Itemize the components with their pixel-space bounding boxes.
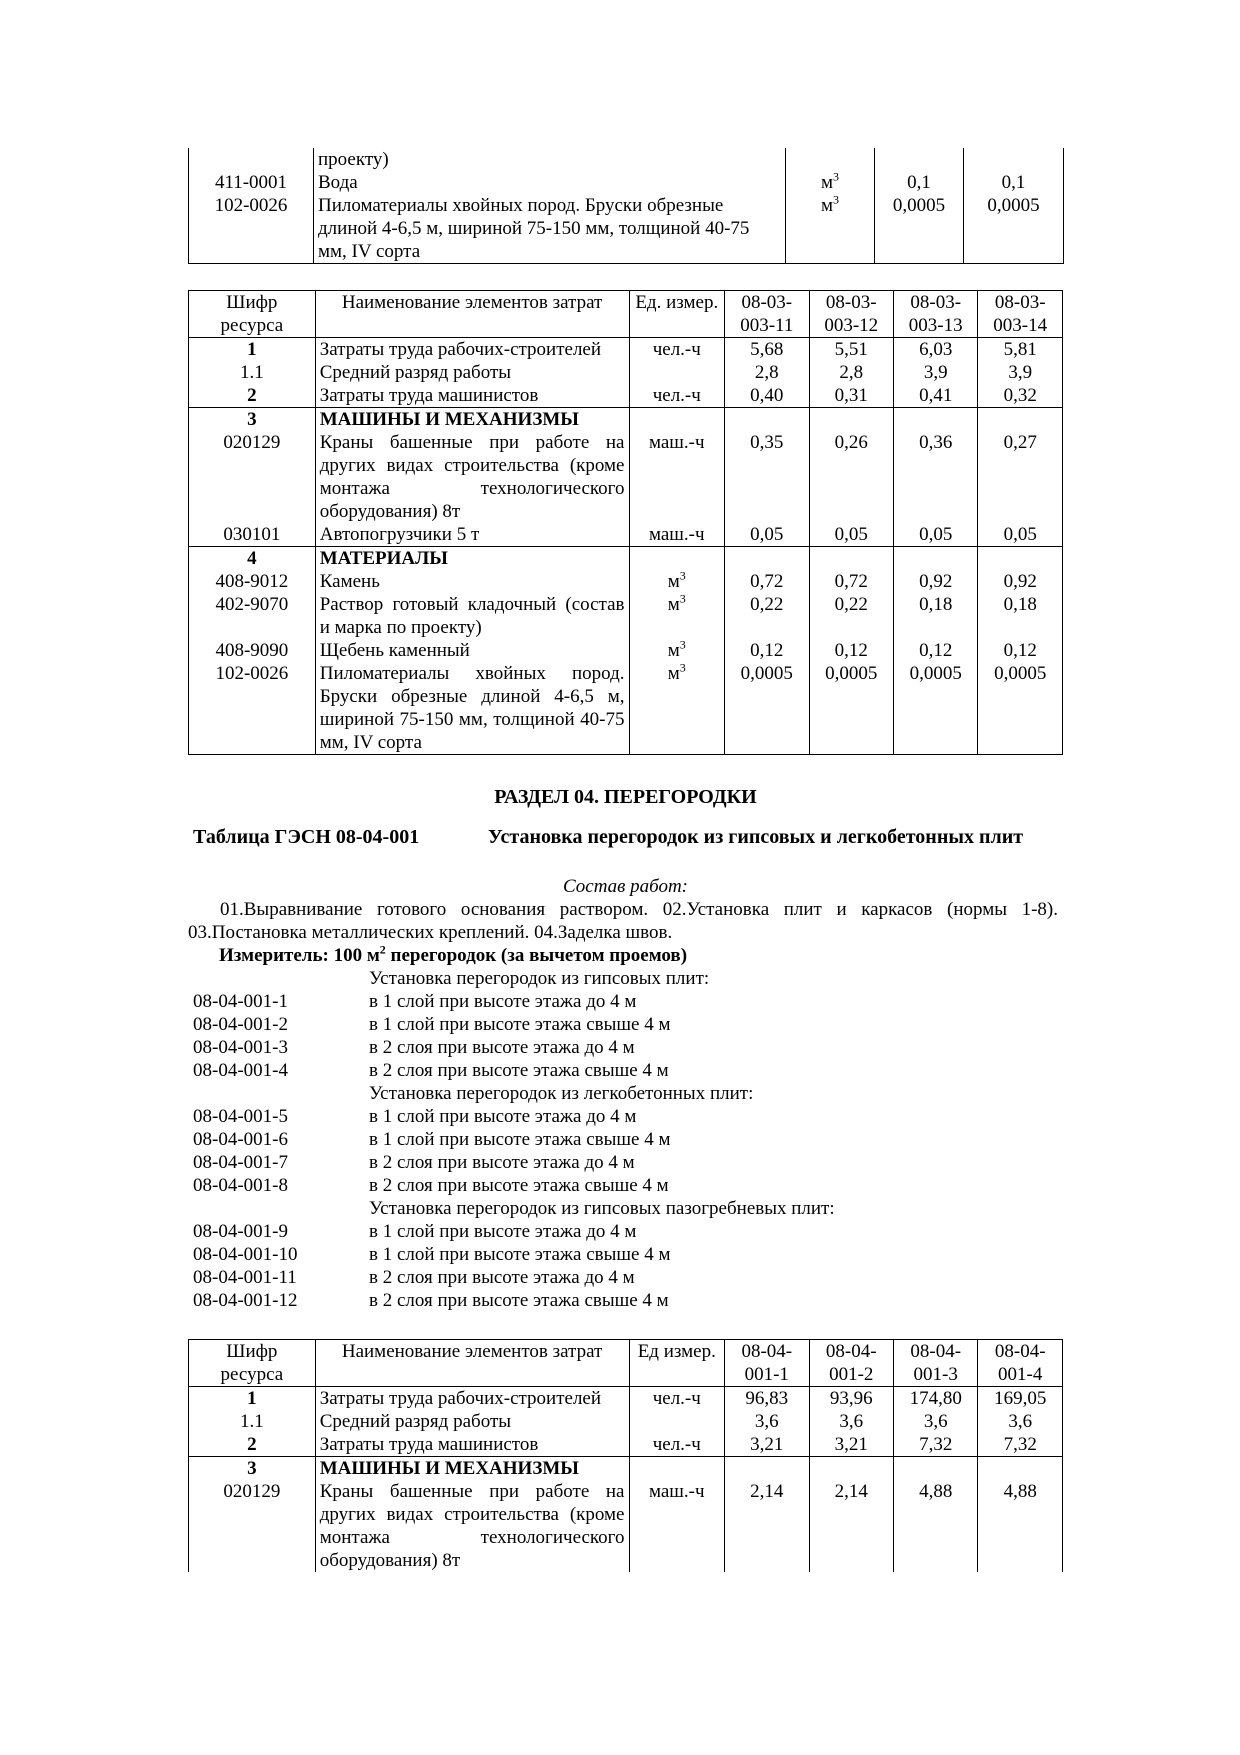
value-cell: 0,0005	[893, 662, 977, 755]
value-cell: 3,9	[978, 361, 1063, 384]
value-cell	[893, 1457, 977, 1481]
value-cell: 0,32	[978, 384, 1063, 408]
norm-item	[193, 1105, 1063, 1128]
resource-code: 408-9012	[189, 570, 316, 593]
resource-code: 020129	[189, 431, 316, 523]
unit	[629, 570, 725, 593]
header-norm-col: 08-03-003-11	[725, 291, 809, 338]
value-cell: 93,96	[809, 1387, 893, 1411]
header-name: Наименование элементов затрат	[315, 291, 629, 338]
header-norm-col: 08-03-003-12	[809, 291, 893, 338]
norm-item	[193, 1266, 1063, 1289]
norm-text: в 2 слоя при высоте этажа до 4 м	[369, 1267, 635, 1288]
value-cell	[893, 408, 977, 432]
table-row	[189, 593, 1063, 639]
cost-item-name: Затраты труда рабочих-строителей	[315, 338, 629, 362]
norm-text: Установка перегородок из гипсовых пазогребневых плит:	[369, 1198, 835, 1219]
value-cell: 0,92	[893, 570, 977, 593]
unit-exponent: 3	[833, 169, 840, 184]
table-title	[193, 826, 1063, 849]
table-row	[189, 338, 1063, 362]
value-cell: 3,6	[978, 1410, 1063, 1433]
continuation-table	[188, 148, 1064, 264]
unit	[629, 639, 725, 662]
norm-text: в 1 слой при высоте этажа свыше 4 м	[369, 1244, 671, 1265]
header-name: Наименование элементов затрат	[315, 1340, 629, 1387]
value-cell: 5,81	[978, 338, 1063, 362]
unit	[629, 1410, 725, 1433]
value-cell	[875, 148, 964, 171]
norm-item	[193, 1059, 1063, 1082]
value-cell: 0,22	[725, 593, 809, 639]
value-cell: 0,05	[809, 523, 893, 547]
cost-item-name: Пиломатериалы хвойных пород. Бруски обрезные длиной 4-6,5 м, шириной 75-150 мм, толщиной 40-75 мм, IV сорта	[314, 194, 786, 264]
group-heading: МАШИНЫ И МЕХАНИЗМЫ	[315, 1457, 629, 1481]
value-cell: 0,05	[725, 523, 809, 547]
value-cell	[809, 1457, 893, 1481]
cost-item-name: Камень	[315, 570, 629, 593]
value-cell: 4,88	[893, 1480, 977, 1572]
resource-code: 102-0026	[189, 662, 316, 755]
group-heading: МАШИНЫ И МЕХАНИЗМЫ	[315, 408, 629, 432]
cost-item-name: Автопогрузчики 5 т	[315, 523, 629, 547]
value-cell: 2,8	[809, 361, 893, 384]
table-row	[189, 570, 1063, 593]
unit: чел.-ч	[629, 384, 725, 408]
norm-text: в 1 слой при высоте этажа до 4 м	[369, 1106, 637, 1127]
norm-text: в 2 слоя при высоте этажа до 4 м	[369, 1152, 635, 1173]
table-row	[189, 1387, 1063, 1411]
resource-code: 2	[189, 1433, 316, 1457]
unit-text: м	[667, 663, 680, 684]
value-cell: 0,05	[893, 523, 977, 547]
header-norm-col: 08-03-003-13	[893, 291, 977, 338]
norm-item	[193, 990, 1063, 1013]
value-cell: 0,31	[809, 384, 893, 408]
norm-code: 08-04-001-12	[193, 1290, 298, 1311]
header-code: Шифр ресурса	[189, 291, 316, 338]
unit-text: м	[667, 640, 680, 661]
norm-item	[193, 1220, 1063, 1243]
value-cell: 0,36	[893, 431, 977, 523]
value-cell: 0,40	[725, 384, 809, 408]
resource-code: 1	[189, 338, 316, 362]
value-cell: 0,0005	[809, 662, 893, 755]
norm-code: 08-04-001-7	[193, 1152, 288, 1173]
value-cell: 0,12	[893, 639, 977, 662]
value-cell: 96,83	[725, 1387, 809, 1411]
resource-code: 1	[189, 1387, 316, 1411]
unit: маш.-ч	[629, 1480, 725, 1572]
value-cell	[725, 547, 809, 571]
norm-item	[193, 1013, 1063, 1036]
norm-text: в 2 слоя при высоте этажа свыше 4 м	[369, 1175, 669, 1196]
value-cell: 0,35	[725, 431, 809, 523]
value-cell: 0,72	[725, 570, 809, 593]
value-cell: 3,6	[893, 1410, 977, 1433]
value-cell: 5,68	[725, 338, 809, 362]
norm-item	[193, 1174, 1063, 1197]
measure-suffix: перегородок (за вычетом проемов)	[385, 945, 688, 966]
value-cell	[893, 547, 977, 571]
header-code: Шифр ресурса	[189, 1340, 316, 1387]
resource-code: 2	[189, 384, 316, 408]
value-cell: 5,51	[809, 338, 893, 362]
unit	[786, 148, 875, 171]
norm-code: 08-04-001-8	[193, 1175, 288, 1196]
unit	[786, 171, 875, 194]
value-cell	[964, 148, 1064, 171]
table-row	[189, 194, 1064, 264]
unit: маш.-ч	[629, 431, 725, 523]
value-cell: 0,27	[978, 431, 1063, 523]
cost-item-name: Затраты труда рабочих-строителей	[315, 1387, 629, 1411]
norm-text: в 1 слой при высоте этажа до 4 м	[369, 991, 637, 1012]
table-row	[189, 171, 1064, 194]
value-cell: 3,21	[809, 1433, 893, 1457]
unit-exponent: 3	[833, 192, 840, 207]
norm-text: в 2 слоя при высоте этажа свыше 4 м	[369, 1060, 669, 1081]
resource-code: 408-9090	[189, 639, 316, 662]
norm-code: 08-04-001-5	[193, 1106, 288, 1127]
cost-item-name: Затраты труда машинистов	[315, 384, 629, 408]
value-cell: 0,0005	[978, 662, 1063, 755]
unit-text: м	[667, 594, 680, 615]
table-row	[189, 384, 1063, 408]
table-header-row	[189, 291, 1063, 338]
norm-item	[193, 1128, 1063, 1151]
norm-text: в 1 слой при высоте этажа до 4 м	[369, 1221, 637, 1242]
norm-code: 08-04-001-10	[193, 1244, 298, 1265]
value-cell: 0,22	[809, 593, 893, 639]
table-row	[189, 1457, 1063, 1481]
unit-text: м	[820, 172, 834, 193]
unit	[786, 194, 875, 264]
resource-code: 3	[189, 408, 316, 432]
value-cell: 2,14	[809, 1480, 893, 1572]
header-norm-col: 08-03-003-14	[978, 291, 1063, 338]
header-norm-col: 08-04-001-2	[809, 1340, 893, 1387]
header-unit: Ед измер.	[629, 1340, 725, 1387]
cost-item-name: проекту)	[314, 148, 786, 171]
value-cell: 0,72	[809, 570, 893, 593]
unit-text: м	[820, 195, 834, 216]
norm-code: 08-04-001-6	[193, 1129, 288, 1150]
measure-exponent: 2	[379, 942, 386, 957]
norm-text: в 2 слоя при высоте этажа свыше 4 м	[369, 1290, 669, 1311]
value-cell	[978, 408, 1063, 432]
table-number: Таблица ГЭСН 08-04-001	[193, 826, 420, 848]
cost-item-name: Средний разряд работы	[315, 1410, 629, 1433]
value-cell	[809, 547, 893, 571]
value-cell	[725, 1457, 809, 1481]
unit	[629, 1457, 725, 1481]
value-cell: 6,03	[893, 338, 977, 362]
cost-item-name: Пиломатериалы хвойных пород. Бруски обрезные длиной 4-6,5 м, шириной 75-150 мм, толщиной 40-75 мм, IV сорта	[315, 662, 629, 755]
unit	[629, 547, 725, 571]
cost-item-name: Вода	[314, 171, 786, 194]
table-row	[189, 639, 1063, 662]
value-cell: 0,0005	[875, 194, 964, 264]
cost-item-name: Щебень каменный	[315, 639, 629, 662]
resource-code: 402-9070	[189, 593, 316, 639]
value-cell	[978, 547, 1063, 571]
cost-item-name: Краны башенные при работе на других видах строительства (кроме монтажа технологического оборудования) 8т	[315, 1480, 629, 1572]
resource-code: 411-0001	[189, 171, 314, 194]
norm-text: Установка перегородок из гипсовых плит:	[369, 968, 710, 989]
table-row	[189, 148, 1064, 171]
resource-code: 030101	[189, 523, 316, 547]
value-cell: 0,12	[725, 639, 809, 662]
table-header-row	[189, 1340, 1063, 1387]
resource-table-08-04-001	[188, 1339, 1063, 1572]
value-cell	[725, 408, 809, 432]
norm-group-heading	[193, 1082, 1063, 1105]
value-cell: 3,6	[809, 1410, 893, 1433]
resource-code	[189, 148, 314, 171]
value-cell: 0,1	[875, 171, 964, 194]
unit-text: м	[667, 571, 680, 592]
table-row	[189, 1433, 1063, 1457]
table-row	[189, 361, 1063, 384]
value-cell: 0,26	[809, 431, 893, 523]
value-cell: 169,05	[978, 1387, 1063, 1411]
header-norm-col: 08-04-001-1	[725, 1340, 809, 1387]
norm-text: в 1 слой при высоте этажа свыше 4 м	[369, 1129, 671, 1150]
section-title: РАЗДЕЛ 04. ПЕРЕГОРОДКИ	[494, 786, 757, 808]
norm-item	[193, 1289, 1063, 1312]
resource-code: 3	[189, 1457, 316, 1481]
table-row	[189, 408, 1063, 432]
value-cell: 3,6	[725, 1410, 809, 1433]
cost-item-name: Раствор готовый кладочный (состав и марка по проекту)	[315, 593, 629, 639]
table-row	[189, 523, 1063, 547]
group-heading: МАТЕРИАЛЫ	[315, 547, 629, 571]
value-cell: 0,1	[964, 171, 1064, 194]
norm-text: Установка перегородок из легкобетонных плит:	[369, 1083, 754, 1104]
resource-code: 020129	[189, 1480, 316, 1572]
header-norm-col: 08-04-001-4	[978, 1340, 1063, 1387]
norm-code: 08-04-001-9	[193, 1221, 288, 1242]
norm-text: в 2 слоя при высоте этажа до 4 м	[369, 1037, 635, 1058]
norm-code: 08-04-001-11	[193, 1267, 297, 1288]
norm-code: 08-04-001-3	[193, 1037, 288, 1058]
unit	[629, 593, 725, 639]
resource-code: 4	[189, 547, 316, 571]
value-cell: 0,05	[978, 523, 1063, 547]
norm-code: 08-04-001-2	[193, 1014, 288, 1035]
unit: чел.-ч	[629, 1387, 725, 1411]
header-unit: Ед. измер.	[629, 291, 725, 338]
value-cell	[978, 1457, 1063, 1481]
work-composition-text: 01.Выравнивание готового основания раствором. 02.Установка плит и каркасов (нормы 1-8). 03.Постановка металлических креплений. 04.Заделка швов.	[188, 899, 1058, 943]
resource-code: 1.1	[189, 361, 316, 384]
value-cell: 2,8	[725, 361, 809, 384]
norm-code: 08-04-001-4	[193, 1060, 288, 1081]
value-cell: 0,12	[978, 639, 1063, 662]
value-cell: 174,80	[893, 1387, 977, 1411]
value-cell: 0,92	[978, 570, 1063, 593]
cost-item-name: Средний разряд работы	[315, 361, 629, 384]
table-row	[189, 1480, 1063, 1572]
norm-text: в 1 слой при высоте этажа свыше 4 м	[369, 1014, 671, 1035]
norms-list	[193, 967, 1063, 1312]
value-cell	[809, 408, 893, 432]
value-cell: 0,12	[809, 639, 893, 662]
unit	[629, 408, 725, 432]
unit	[629, 662, 725, 755]
value-cell: 0,18	[978, 593, 1063, 639]
value-cell: 3,21	[725, 1433, 809, 1457]
resource-code: 102-0026	[189, 194, 314, 264]
unit: чел.-ч	[629, 1433, 725, 1457]
norm-code: 08-04-001-1	[193, 991, 288, 1012]
cost-item-name: Затраты труда машинистов	[315, 1433, 629, 1457]
table-row	[189, 431, 1063, 523]
norm-group-heading	[193, 1197, 1063, 1220]
value-cell: 0,0005	[725, 662, 809, 755]
measure-prefix: Измеритель: 100 м	[219, 945, 380, 966]
norm-group-heading	[193, 967, 1063, 990]
unit: чел.-ч	[629, 338, 725, 362]
norm-item	[193, 1151, 1063, 1174]
unit-exponent: 3	[679, 591, 686, 606]
value-cell: 0,41	[893, 384, 977, 408]
table-row	[189, 547, 1063, 571]
unit-exponent: 3	[679, 637, 686, 652]
unit	[629, 361, 725, 384]
value-cell: 7,32	[893, 1433, 977, 1457]
norm-item	[193, 1243, 1063, 1266]
header-norm-col: 08-04-001-3	[893, 1340, 977, 1387]
value-cell: 3,9	[893, 361, 977, 384]
work-composition-heading: Состав работ:	[562, 876, 689, 897]
value-cell: 7,32	[978, 1433, 1063, 1457]
table-name: Установка перегородок из гипсовых и легкобетонных плит	[488, 826, 1024, 848]
unit-exponent: 3	[679, 660, 686, 675]
unit-exponent: 3	[679, 568, 686, 583]
resource-table-08-03-003	[188, 290, 1063, 755]
cost-item-name: Краны башенные при работе на других видах строительства (кроме монтажа технологического оборудования) 8т	[315, 431, 629, 523]
table-row	[189, 1410, 1063, 1433]
table-row	[189, 662, 1063, 755]
norm-item	[193, 1036, 1063, 1059]
measurement-unit	[219, 944, 687, 967]
value-cell: 4,88	[978, 1480, 1063, 1572]
resource-code: 1.1	[189, 1410, 316, 1433]
value-cell: 0,0005	[964, 194, 1064, 264]
value-cell: 0,18	[893, 593, 977, 639]
value-cell: 2,14	[725, 1480, 809, 1572]
unit: маш.-ч	[629, 523, 725, 547]
